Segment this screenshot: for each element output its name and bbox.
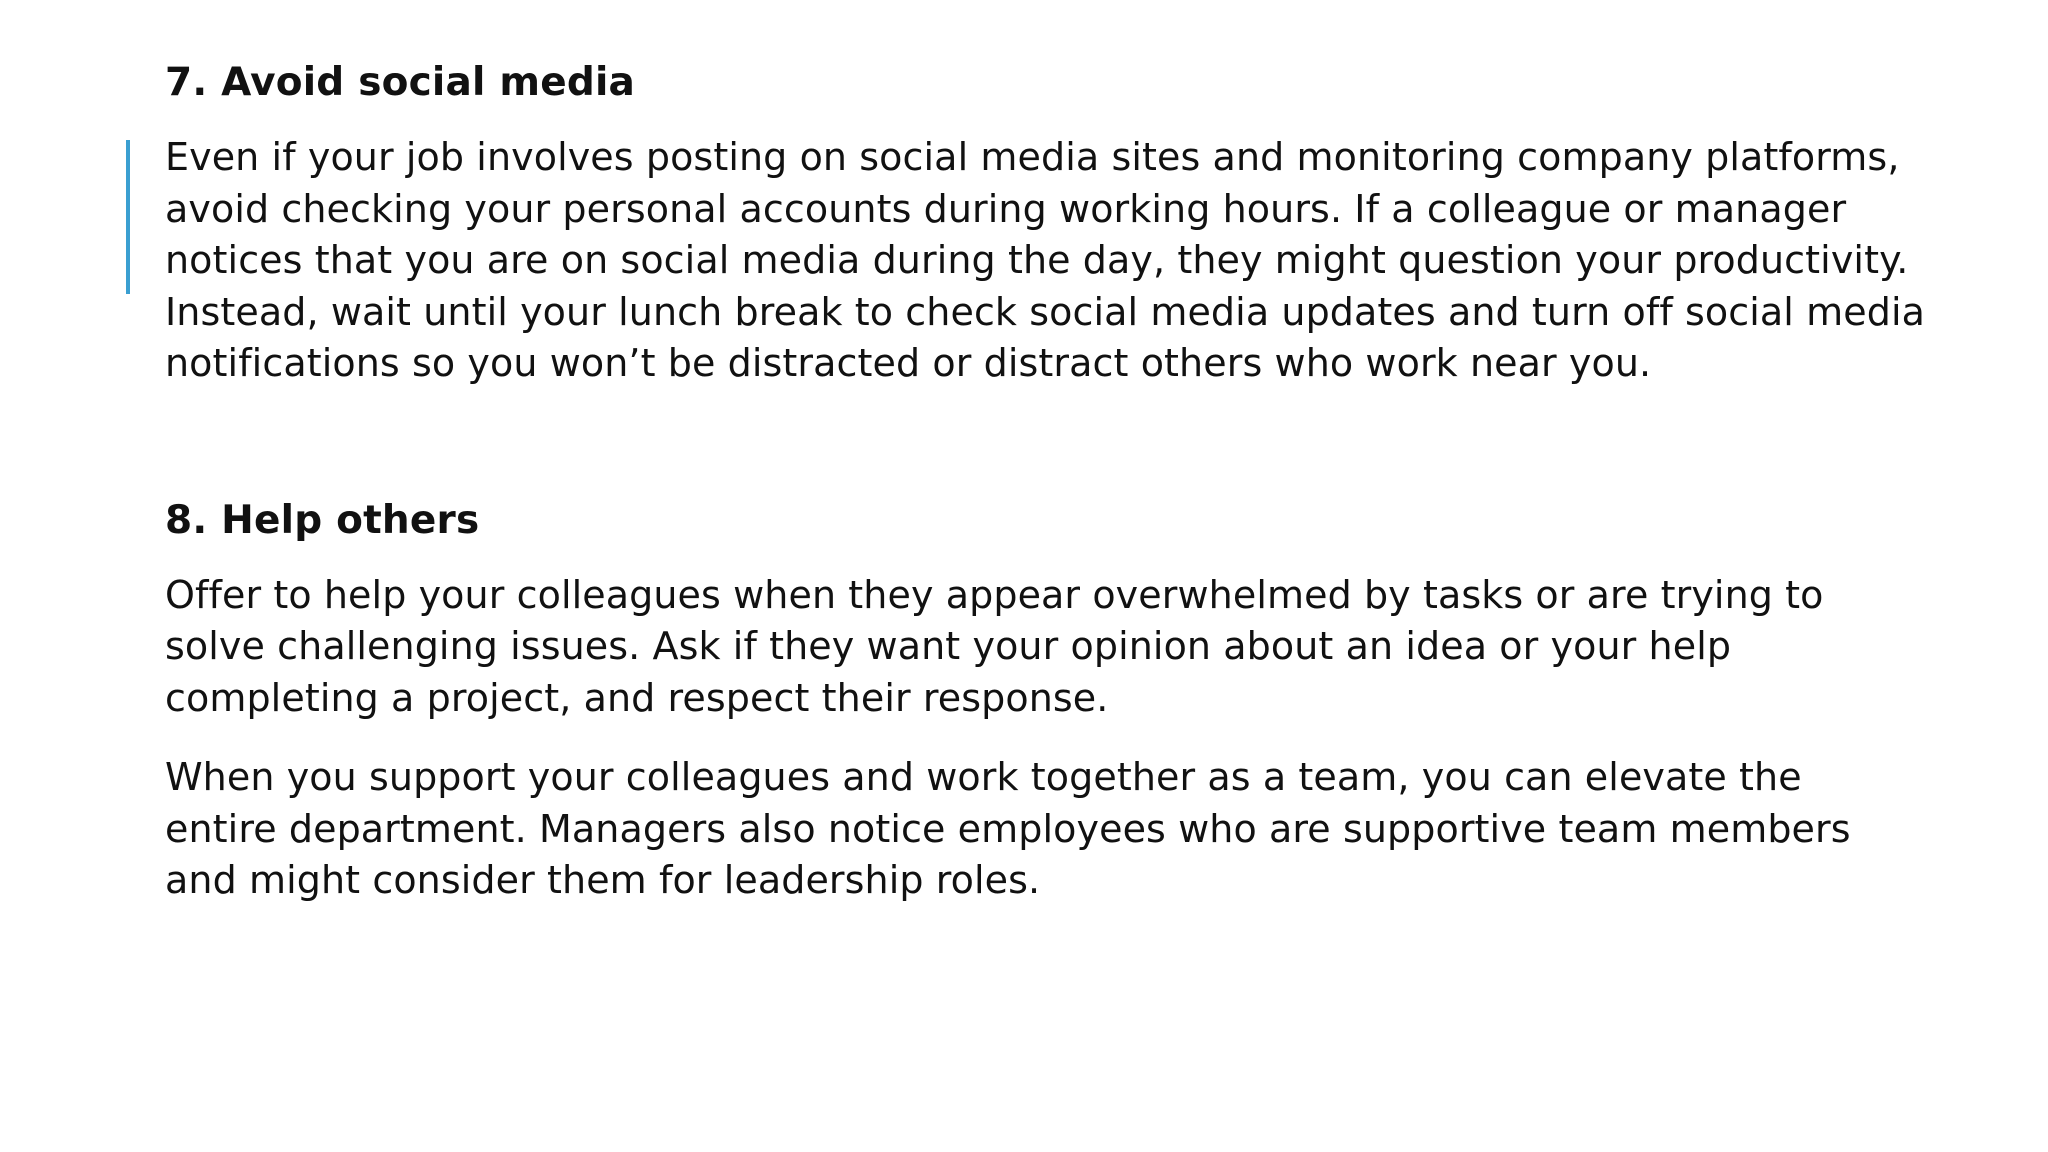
section-avoid-social-media (165, 56, 1925, 390)
section-paragraph: Even if your job involves posting on social media sites and monitoring company platforms, avoid checking your personal accounts during working hours. If a colleague or manager notices that you are on social media during the day, they might question your productivity. Instead, wait until your lunch break to check social media updates and turn off social media notifications so you won’t be distracted or distract others who work near you. (165, 135, 1925, 385)
section-spacer (165, 418, 1925, 494)
accent-bar (126, 140, 130, 294)
section-heading: 7. Avoid social media (165, 60, 636, 105)
section-heading: 8. Help others (165, 497, 480, 543)
section-help-others (165, 494, 1925, 907)
slide-content (165, 56, 1925, 935)
section-paragraph: Offer to help your colleagues when they appear overwhelmed by tasks or are trying to solve challenging issues. Ask if they want your opinion about an idea or your help completing a project, and respect their response. (165, 572, 1824, 720)
section-paragraph: When you support your colleagues and work together as a team, you can elevate the entire department. Managers also notice employees who are supportive team members and might consider them for leadership roles. (165, 755, 1851, 902)
